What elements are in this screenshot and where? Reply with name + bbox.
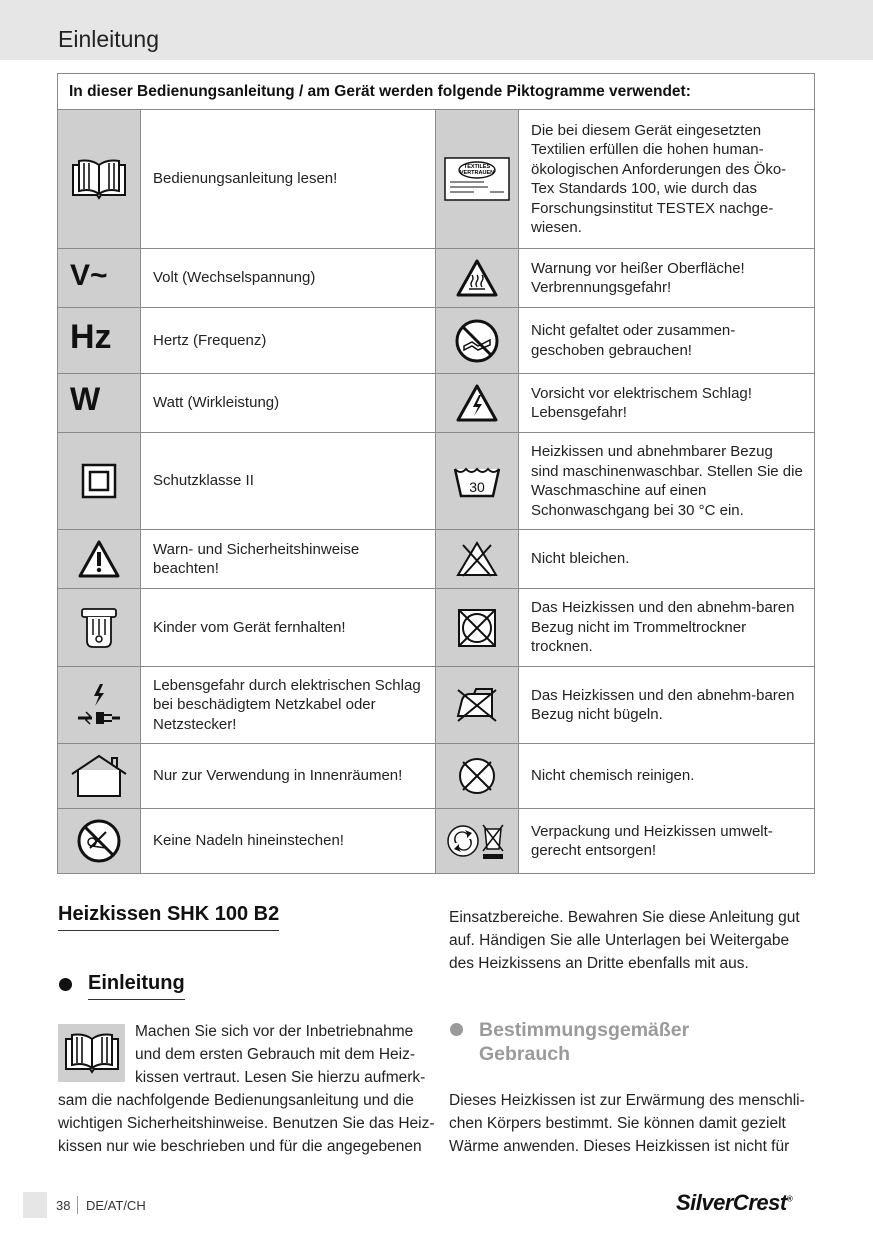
wash-30-icon	[436, 433, 519, 530]
right-column-line: des Heizkissens an Dritte ebenfalls mit aus.	[449, 955, 749, 972]
usage-heading-line2: Gebrauch	[479, 1043, 571, 1065]
intro-line: sam die nachfolgende Bedienungsanleitung und die	[58, 1092, 414, 1109]
row-text-left: Nur zur Verwendung in Innenräumen!	[141, 744, 436, 809]
table-row	[58, 809, 815, 874]
table-row	[58, 374, 815, 433]
row-text-right: Nicht chemisch reinigen.	[519, 744, 815, 809]
page-header-title: Einleitung	[58, 26, 160, 52]
volt-ac-label: V~	[70, 258, 108, 292]
row-text-left: Hertz (Frequenz)	[141, 308, 436, 374]
open-book-icon	[58, 110, 141, 249]
row-text-left: Warn- und Sicherheitshinweise beachten!	[141, 530, 436, 589]
usage-heading-line1: Bestimmungsgemäßer	[479, 1019, 690, 1041]
table-row	[58, 249, 815, 308]
electric-shock-warning-icon	[436, 374, 519, 433]
brand-name: SilverCrest	[676, 1190, 787, 1215]
pictogram-table	[57, 73, 815, 874]
row-text-left: Keine Nadeln hineinstechen!	[141, 809, 436, 874]
row-text-right: Nicht bleichen.	[519, 530, 815, 589]
oeko-tex-line1: TEXTILES	[463, 164, 491, 170]
intro-heading: Einleitung	[88, 972, 185, 1000]
warning-triangle-icon	[58, 530, 141, 589]
no-needles-icon	[58, 809, 141, 874]
wash-30-label: 30	[469, 479, 485, 495]
no-tumble-dry-icon	[436, 589, 519, 667]
hertz-icon	[58, 308, 141, 374]
footer-marker	[23, 1192, 47, 1218]
usage-line: chen Körpers bestimmt. Sie können damit gezielt	[449, 1115, 786, 1132]
table-row	[58, 433, 815, 530]
intro-line: und dem ersten Gebrauch mit dem Heiz-	[135, 1046, 415, 1063]
usage-line: Dieses Heizkissen ist zur Erwärmung des menschli-	[449, 1092, 805, 1109]
row-text-right: Das Heizkissen und den abnehm-baren Bezug nicht im Trommeltrockner trocknen.	[519, 589, 815, 667]
row-text-right: Die bei diesem Gerät eingesetzten Textilien erfüllen die hohen human-ökologischen Anforderungen des Öko-Tex Standards 100, wie durch das Forschungsinstitut TESTEX nachge-wiesen.	[519, 110, 815, 249]
row-text-right: Warnung vor heißer Oberfläche! Verbrennungsgefahr!	[519, 249, 815, 308]
damaged-cable-shock-icon	[58, 667, 141, 744]
oeko-tex-line2: VERTRAUEN	[459, 170, 495, 176]
recycling-disposal-icon	[436, 809, 519, 874]
product-title: Heizkissen SHK 100 B2	[58, 903, 279, 931]
row-text-left: Lebensgefahr durch elektrischen Schlag bei beschädigtem Netzkabel oder Netzstecker!	[141, 667, 436, 744]
row-text-right: Verpackung und Heizkissen umwelt-gerecht entsorgen!	[519, 809, 815, 874]
right-column-line: auf. Händigen Sie alle Unterlagen bei Weitergabe	[449, 932, 790, 949]
table-row	[58, 110, 815, 249]
bullet-dot-gray	[450, 1023, 463, 1036]
row-text-right: Nicht gefaltet oder zusammen-geschoben gebrauchen!	[519, 308, 815, 374]
table-row	[58, 667, 815, 744]
footer-divider	[77, 1196, 78, 1214]
no-folding-icon	[436, 308, 519, 374]
no-dry-clean-icon	[436, 744, 519, 809]
keep-children-away-icon	[58, 589, 141, 667]
row-text-left: Bedienungsanleitung lesen!	[141, 110, 436, 249]
intro-line: wichtigen Sicherheitshinweise. Benutzen Sie das Heiz-	[58, 1115, 435, 1132]
row-text-left: Kinder vom Gerät fernhalten!	[141, 589, 436, 667]
usage-line: Wärme anwenden. Dieses Heizkissen ist nicht für	[449, 1138, 790, 1155]
brand-logo	[676, 1190, 792, 1216]
no-bleach-icon	[436, 530, 519, 589]
row-text-right: Das Heizkissen und den abnehm-baren Bezug nicht bügeln.	[519, 667, 815, 744]
page-number: 38	[56, 1198, 71, 1213]
bullet-dot	[59, 978, 72, 991]
right-column-line: Einsatzbereiche. Bewahren Sie diese Anleitung gut	[449, 909, 800, 926]
table-row	[58, 744, 815, 809]
watt-icon	[58, 374, 141, 433]
intro-line: kissen vertraut. Lesen Sie hierzu aufmerk-	[135, 1069, 426, 1086]
no-ironing-icon	[436, 667, 519, 744]
footer-languages: DE/AT/CH	[86, 1198, 146, 1213]
watt-label: W	[70, 381, 101, 418]
intro-line: Machen Sie sich vor der Inbetriebnahme	[135, 1023, 414, 1040]
row-text-left: Schutzklasse II	[141, 433, 436, 530]
row-text-right: Heizkissen und abnehmbarer Bezug sind maschinenwaschbar. Stellen Sie die Waschmaschine auf einen Schonwaschgang bei 30 °C ein.	[519, 433, 815, 530]
row-text-right: Vorsicht vor elektrischem Schlag! Lebensgefahr!	[519, 374, 815, 433]
table-row	[58, 589, 815, 667]
hot-surface-warning-icon	[436, 249, 519, 308]
brand-registered-mark: ®	[786, 1194, 793, 1204]
oeko-tex-label-icon	[436, 110, 519, 249]
row-text-left: Volt (Wechselspannung)	[141, 249, 436, 308]
hertz-label: Hz	[70, 317, 112, 356]
table-caption: In dieser Bedienungsanleitung / am Gerät werden folgende Piktogramme verwendet:	[58, 74, 815, 110]
intro-book-icon	[58, 1024, 125, 1082]
intro-line: kissen nur wie beschrieben und für die angegebenen	[58, 1138, 422, 1155]
table-row	[58, 530, 815, 589]
indoor-use-only-icon	[58, 744, 141, 809]
protection-class-2-icon	[58, 433, 141, 530]
table-row	[58, 308, 815, 374]
volt-ac-icon	[58, 249, 141, 308]
row-text-left: Watt (Wirkleistung)	[141, 374, 436, 433]
